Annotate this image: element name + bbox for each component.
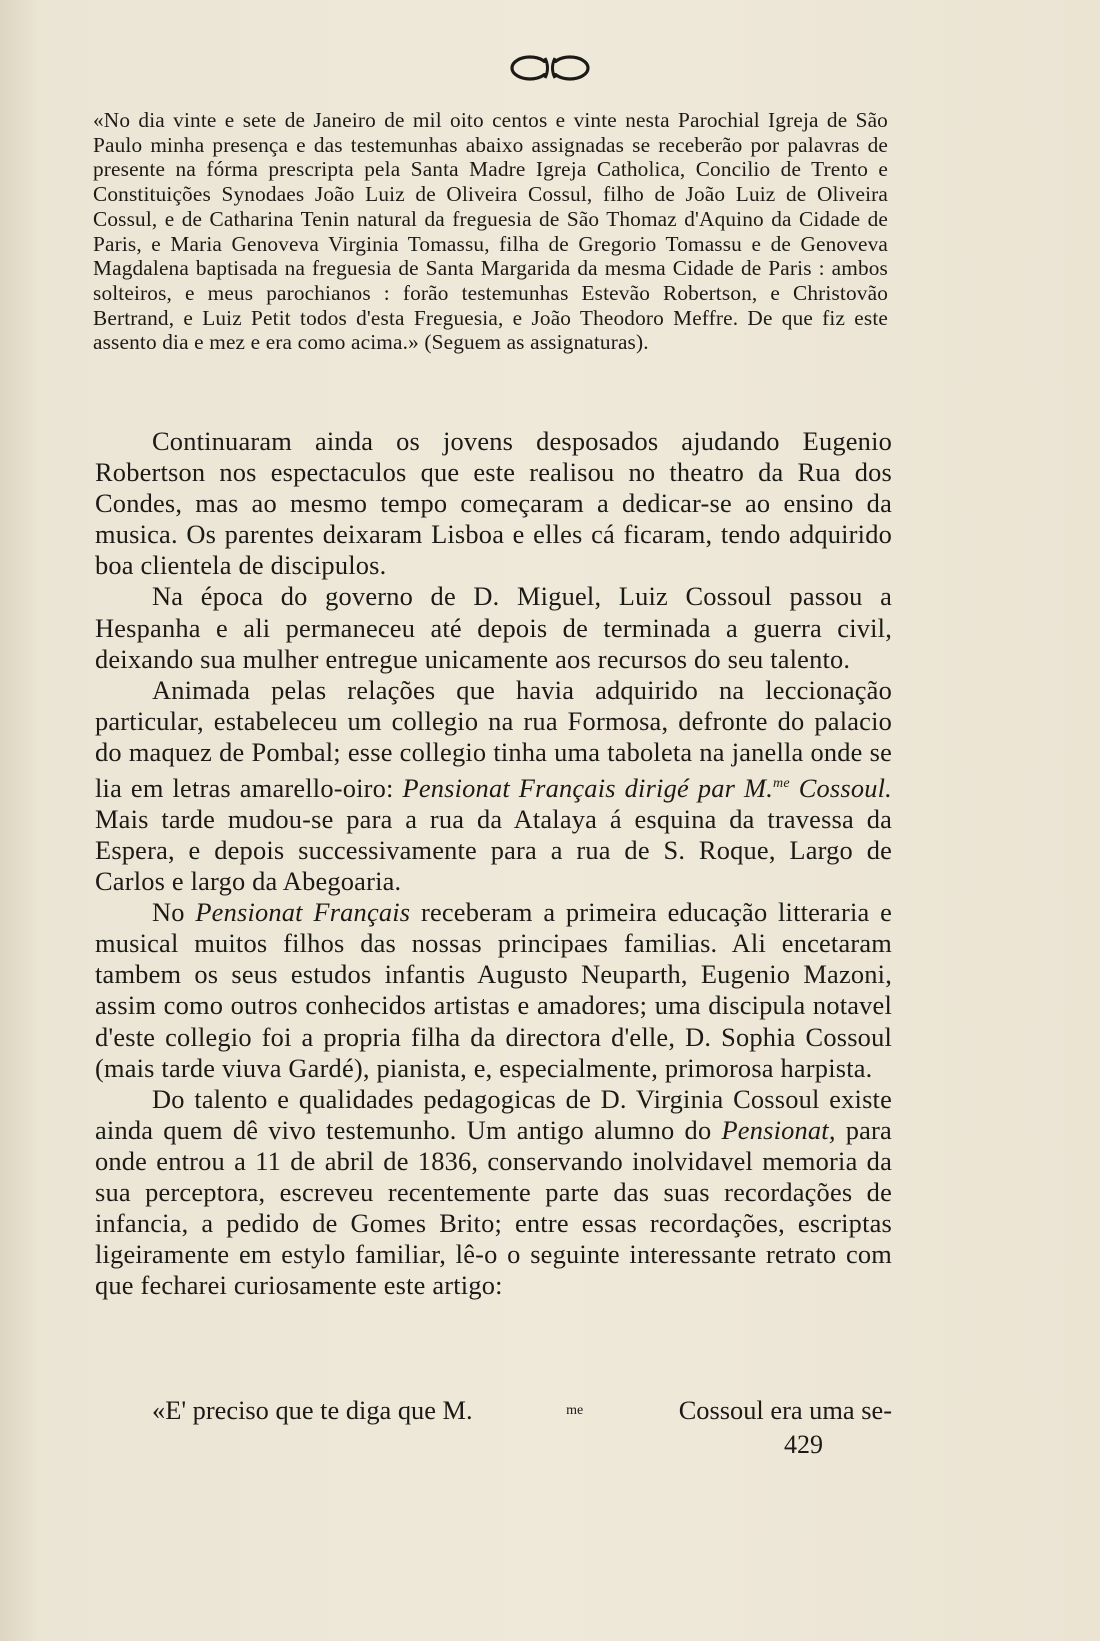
article-body [95,426,892,1301]
closing-text-a: «E' preciso que te diga que M. [152,1395,473,1425]
double-loop-ornament-icon [508,50,592,86]
pensionat-name: Pensionat Français [195,897,411,928]
baptism-record-quote: «No dia vinte e sete de Janeiro de mil oito centos e vinte nesta Parochial Igreja de São Paulo minha presença e das testemunhas abaixo assignadas se receberão por palavras de presente na fórma prescripta pela Santa Madre Igreja Catholica, Concilio de Trento e Constituições Synodaes João Luiz de Oliveira Cossul, filho de João Luiz de Oliveira Cossul, e de Catharina Tenin natural da freguesia de São Thomaz d'Aquino da Cidade de Paris, e Maria Genoveva Virginia Tomassu, filha de Gregorio Tomassu e de Genoveva Magdalena baptisada na freguesia de Santa Margarida da mesma Cidade de Paris : ambos solteiros, e meus parochianos : forão testemunhas Estevão Robertson, e Christovão Bertrand, e Luiz Petit todos d'esta Freguesia, e João Theodoro Meffre. De que fiz este assento dia e mez e era como acima.» (Seguem as assignaturas). [93,108,888,355]
paragraph-3-text-a: Animada pelas relações que havia adquirido na leccionação particular, estabeleceu um collegio na rua Formosa, defronte do palacio do maquez de Pombal; esse collegio tinha uma taboleta na janella onde se lia em letras amarello-oiro: [95,674,892,803]
paragraph-5-text-a: Do talento e qualidades pedagogicas de D. Virginia Cossoul existe ainda quem dê vivo testemunho. Um antigo alumno do [95,1083,892,1145]
paragraph-2: Na época do governo de D. Miguel, Luiz Cossoul passou a Hespanha e ali permaneceu até depois de terminada a guerra civil, deixando sua mulher entregue unicamente aos recursos do seu talento. [95,581,892,674]
closing-superscript-me: me [566,1403,584,1418]
paragraph-1: Continuaram ainda os jovens desposados ajudando Eugenio Robertson nos espectaculos que este realisou no theatro da Rua dos Condes, mas ao mesmo tempo começaram a dedicar-se ao ensino da musica. Os parentes deixaram Lisboa e elles cá ficaram, tendo adquirido boa clientela de discipulos. [95,426,892,581]
pensionat-sign-name: Cossoul. [798,772,892,803]
superscript-me: me [773,776,790,792]
paragraph-3-text-b: Mais tarde mudou-se para a rua da Atalaya á esquina da travessa da Espera, e depois successivamente para a rua de S. Roque, Largo de Carlos e largo da Abegoaria. [95,803,892,897]
paragraph-3 [95,675,892,897]
closing-quote-line [152,1395,892,1426]
paragraph-4 [95,897,892,1084]
paragraph-4-text-b: receberam a primeira educação litteraria e musical muitos filhos das nossas principaes familias. Ali encetaram tambem os seus estudos infantis Augusto Neuparth, Eugenio Mazoni, assim como outros conhecidos artistas e amadores; uma discipula notavel d'este collegio foi a propria filha da directora d'elle, D. Sophia Cossoul (mais tarde viuva Gardé), pianista, e, especialmente, primorosa harpista. [95,897,892,1083]
paragraph-5 [95,1084,892,1302]
pensionat-short-name: Pensionat, [721,1114,836,1145]
paragraph-5-text-b: para onde entrou a 11 de abril de 1836, conservando inolvidavel memoria da sua perceptora, escreveu recentemente parte das suas recordações de infancia, a pedido de Gomes Brito; entre essas recordações, escriptas ligeiramente em estylo familiar, lê-o o seguinte interessante retrato com que fecharei curiosamente este artigo: [95,1114,892,1301]
page-number: 429 [784,1430,823,1459]
pensionat-sign-text: Pensionat Français dirigé par M. [402,772,774,803]
paragraph-4-text-a: No [152,897,185,928]
header-ornament [0,50,1100,100]
closing-text-b: Cossoul era uma se- [678,1395,892,1425]
